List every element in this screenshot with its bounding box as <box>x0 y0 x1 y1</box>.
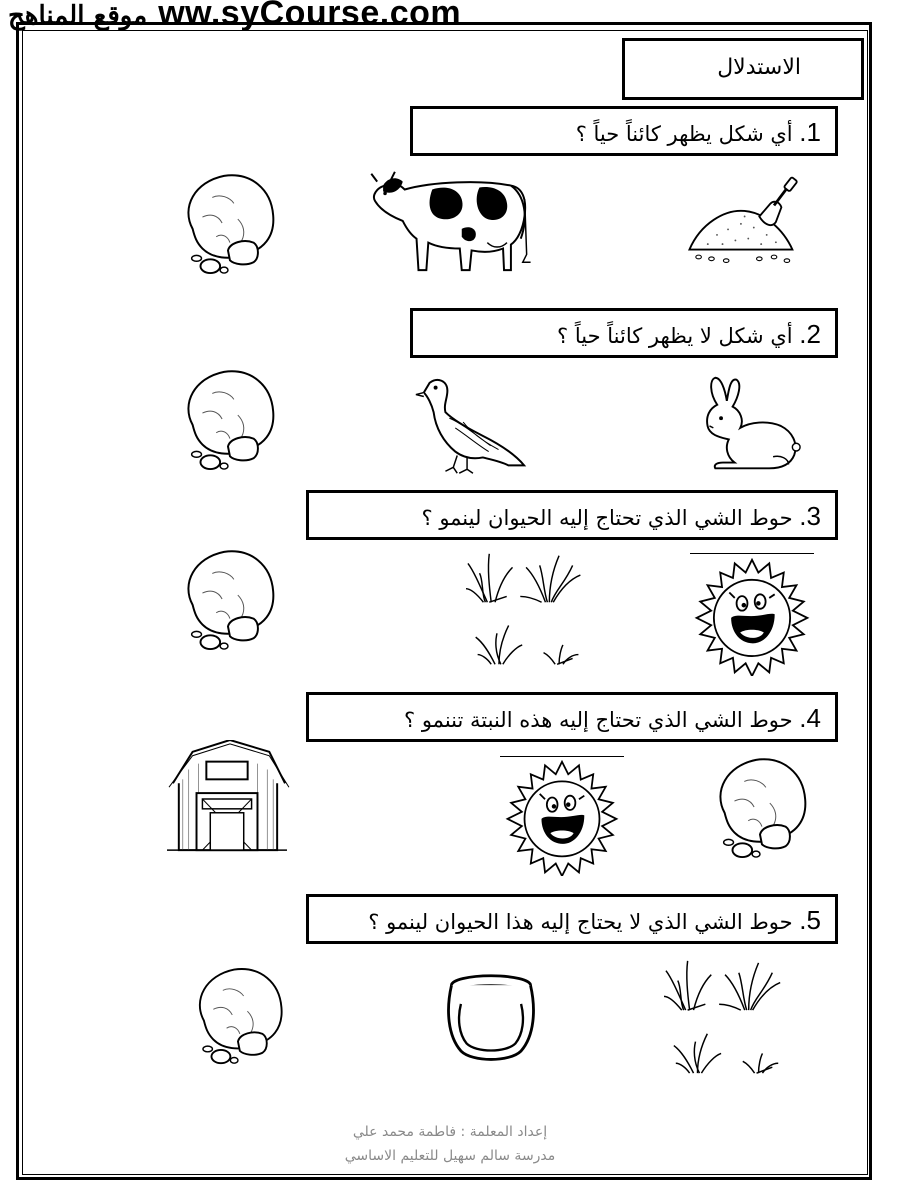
question-2-text: أي شكل لا يظهر كائناً حياً ؟ <box>557 324 793 348</box>
q3-option-rock[interactable] <box>172 544 282 652</box>
question-2-number: 2. <box>799 319 821 349</box>
q4-option-sun[interactable] <box>498 760 626 876</box>
q4-option-rock[interactable] <box>704 752 814 860</box>
q4-option-barn[interactable] <box>162 740 292 858</box>
question-1-number: 1. <box>799 117 821 147</box>
question-3 <box>306 490 838 540</box>
question-4 <box>306 692 838 742</box>
question-3-text: حوط الشي الذي تحتاج إليه الحيوان لينمو ؟ <box>421 506 793 530</box>
site-url[interactable]: ww.syCourse.com <box>158 0 462 32</box>
q4-sun-line <box>500 756 624 757</box>
question-1 <box>410 106 838 156</box>
question-4-text: حوط الشي الذي تحتاج إليه هذه النبتة تننمو ؟ <box>404 708 793 732</box>
q3-option-grass[interactable] <box>466 550 592 670</box>
q1-option-sand-pile[interactable] <box>680 176 800 268</box>
q2-option-rock[interactable] <box>172 364 282 472</box>
question-5-number: 5. <box>799 905 821 935</box>
worksheet-title: الاستدلال <box>622 38 864 100</box>
site-arabic-name: موقع المناهج <box>8 1 148 31</box>
footer-teacher: إعداد المعلمة : فاطمة محمد علي <box>352 1124 548 1140</box>
q3-option-sun[interactable] <box>688 558 816 676</box>
q1-option-cow[interactable] <box>362 160 532 278</box>
question-4-number: 4. <box>799 703 821 733</box>
question-2 <box>410 308 838 358</box>
q5-option-grass[interactable] <box>664 958 792 1078</box>
q1-option-rock[interactable] <box>172 168 282 276</box>
question-3-number: 3. <box>799 501 821 531</box>
question-1-text: أي شكل يظهر كائناً حياً ؟ <box>575 122 793 146</box>
footer-school: مدرسة سالم سهيل للتعليم الاساسي <box>344 1148 556 1164</box>
q5-option-water-glass[interactable] <box>444 972 538 1066</box>
q2-option-rabbit[interactable] <box>696 374 802 474</box>
q3-sun-line <box>690 553 814 554</box>
question-5-text: حوط الشي الذي لا يحتاج إليه هذا الحيوان لينمو ؟ <box>368 910 793 934</box>
question-5 <box>306 894 838 944</box>
q5-option-rock[interactable] <box>184 962 290 1066</box>
q2-option-pigeon[interactable] <box>412 374 530 478</box>
